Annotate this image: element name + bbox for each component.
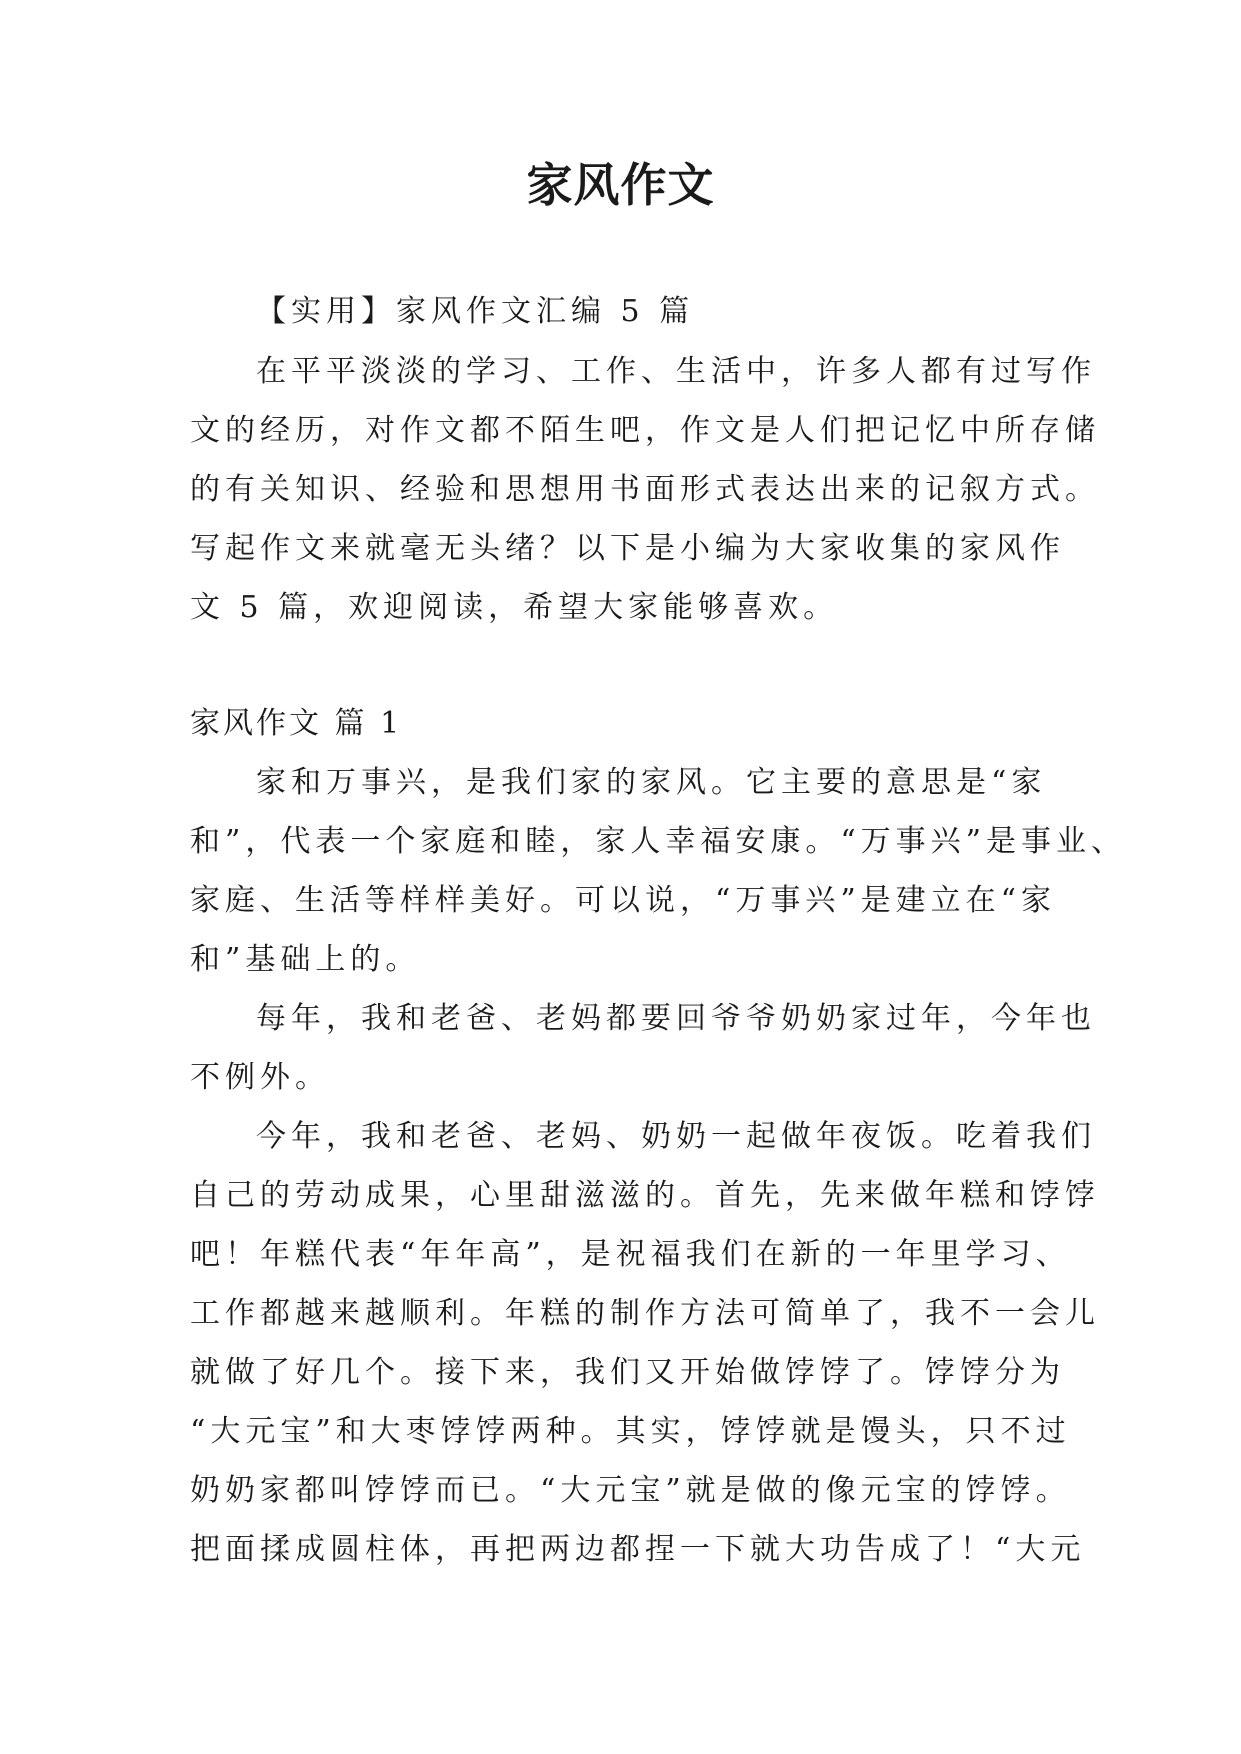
paragraph-line: 的有关知识、经验和思想用书面形式表达出来的记叙方式。 <box>190 472 1100 507</box>
paragraph-line: 今年，我和老爸、老妈、奶奶一起做年夜饭。吃着我们 <box>256 1119 1096 1154</box>
section-heading: 家风作文 篇 1 <box>190 706 403 741</box>
document-title: 家风作文 <box>526 158 715 212</box>
paragraph-line: 家庭、生活等样样美好。可以说，“万事兴”是建立在“家 <box>190 883 1057 918</box>
paragraph-line: 每年，我和老爸、老妈都要回爷爷奶奶家过年，今年也 <box>256 1001 1096 1036</box>
paragraph-line: 文的经历，对作文都不陌生吧，作文是人们把记忆中所存储 <box>190 413 1100 448</box>
paragraph-line: 和”基础上的。 <box>190 942 421 977</box>
paragraph-line: 工作都越来越顺利。年糕的制作方法可简单了，我不一会儿 <box>190 1296 1100 1331</box>
paragraph-line: 和”，代表一个家庭和睦，家人幸福安康。“万事兴”是事业、 <box>190 824 1127 859</box>
paragraph-line: 就做了好几个。接下来，我们又开始做饽饽了。饽饽分为 <box>190 1355 1065 1390</box>
paragraph-line: 吧！年糕代表“年年高”，是祝福我们在新的一年里学习、 <box>190 1237 1071 1272</box>
paragraph-line: 家和万事兴，是我们家的家风。它主要的意思是“家 <box>256 765 1047 800</box>
paragraph-line: 文 5 篇，欢迎阅读，希望大家能够喜欢。 <box>190 590 839 625</box>
paragraph-line: “大元宝”和大枣饽饽两种。其实，饽饽就是馒头，只不过 <box>190 1414 1071 1449</box>
intro-subtitle: 【实用】家风作文汇编 5 篇 <box>256 294 695 329</box>
paragraph-line: 在平平淡淡的学习、工作、生活中，许多人都有过写作 <box>256 354 1096 389</box>
paragraph-line: 自己的劳动成果，心里甜滋滋的。首先，先来做年糕和饽饽 <box>190 1178 1100 1213</box>
paragraph-line: 奶奶家都叫饽饽而已。“大元宝”就是做的像元宝的饽饽。 <box>190 1473 1071 1508</box>
paragraph-line: 写起作文来就毫无头绪？以下是小编为大家收集的家风作 <box>190 531 1065 566</box>
paragraph-line: 不例外。 <box>190 1060 330 1095</box>
paragraph-line: 把面揉成圆柱体，再把两边都捏一下就大功告成了！“大元 <box>190 1532 1086 1567</box>
